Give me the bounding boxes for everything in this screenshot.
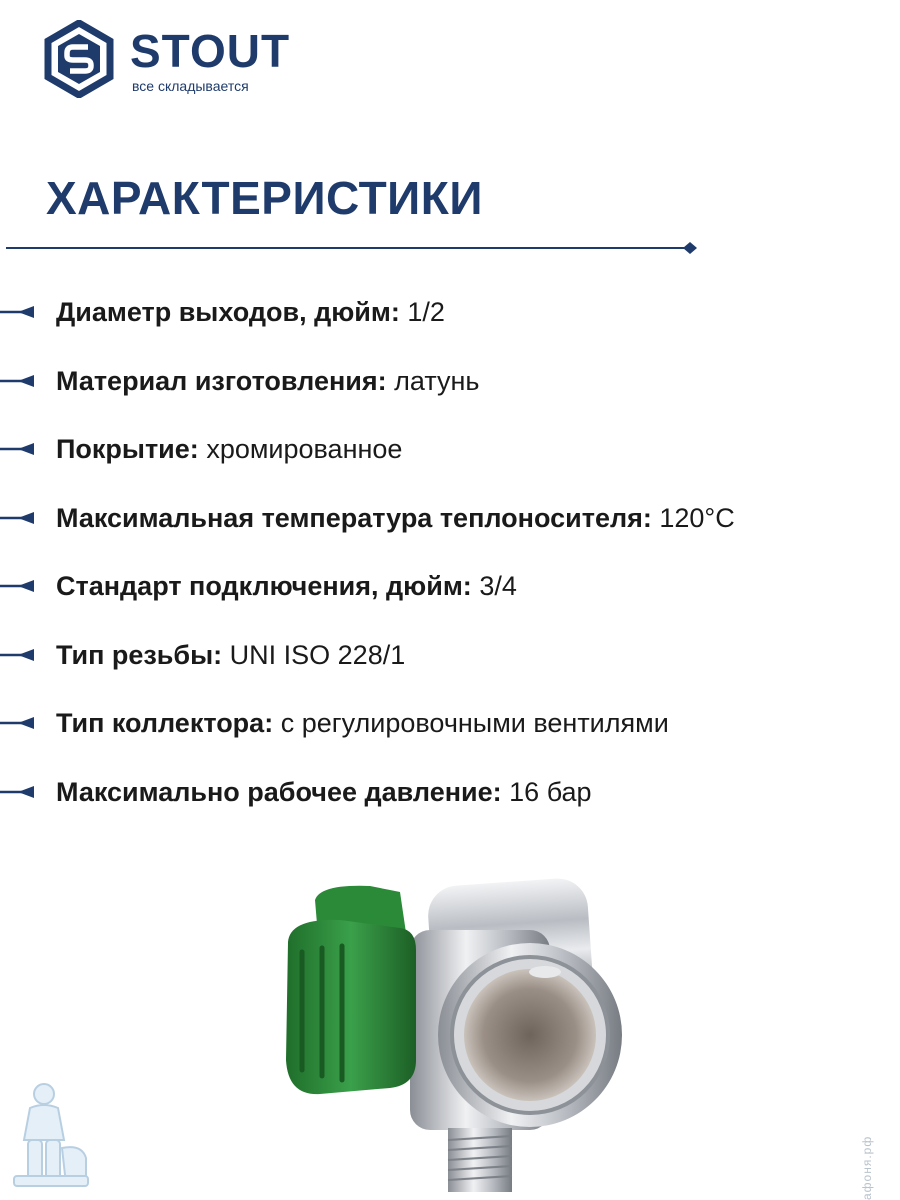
spec-label: Стандарт подключения, дюйм:	[56, 571, 472, 601]
spec-label: Материал изготовления:	[56, 365, 387, 396]
spec-text	[56, 635, 405, 675]
spec-item	[0, 635, 900, 675]
spec-item	[0, 498, 900, 538]
arrow-bullet-icon	[0, 511, 36, 525]
spec-label: Диаметр выходов, дюйм:	[56, 297, 400, 327]
spec-item	[0, 772, 900, 812]
page-title: ХАРАКТЕРИСТИКИ	[46, 172, 483, 224]
arrow-bullet-icon	[0, 305, 36, 319]
arrow-bullet-icon	[0, 579, 36, 593]
spec-value: с регулировочными вентилями	[280, 708, 669, 738]
arrow-bullet-icon	[0, 716, 36, 730]
spec-value: UNI ISO 228/1	[229, 639, 406, 670]
spec-label: Тип коллектора:	[56, 708, 274, 738]
brand-name: STOUT	[130, 25, 291, 77]
spec-value: 1/2	[407, 297, 445, 327]
spec-item	[0, 703, 900, 743]
spec-text	[56, 429, 402, 469]
plumber-mascot-icon	[4, 1080, 96, 1192]
arrow-bullet-icon	[0, 374, 36, 388]
spec-item	[0, 292, 900, 332]
spec-value: 120°C	[659, 502, 735, 533]
spec-value: 16 бар	[509, 776, 592, 807]
spec-text	[56, 498, 735, 538]
spec-label: Покрытие:	[56, 434, 199, 464]
arrow-bullet-icon	[0, 442, 36, 456]
spec-item	[0, 566, 900, 606]
stout-hex-logo-icon	[44, 20, 114, 98]
title-divider	[0, 240, 700, 256]
spec-value: 3/4	[479, 571, 517, 601]
arrow-bullet-icon	[0, 785, 36, 799]
spec-value: хромированное	[206, 434, 403, 464]
spec-label: Тип резьбы:	[56, 639, 223, 670]
spec-item	[0, 361, 900, 401]
spec-text	[56, 703, 669, 743]
spec-label: Максимальная температура теплоносителя:	[56, 502, 652, 533]
spec-item	[0, 429, 900, 469]
arrow-bullet-icon	[0, 648, 36, 662]
spec-text	[56, 566, 517, 606]
brand-tagline: все складывается	[132, 78, 249, 94]
spec-text	[56, 361, 479, 401]
spec-text	[56, 292, 445, 332]
watermark-text: афоня.рф	[860, 1135, 874, 1200]
spec-value: латунь	[394, 365, 480, 396]
manifold-valve-photo	[260, 870, 660, 1200]
spec-label: Максимально рабочее давление:	[56, 776, 502, 807]
spec-text	[56, 772, 592, 812]
brand-logo	[44, 20, 291, 100]
